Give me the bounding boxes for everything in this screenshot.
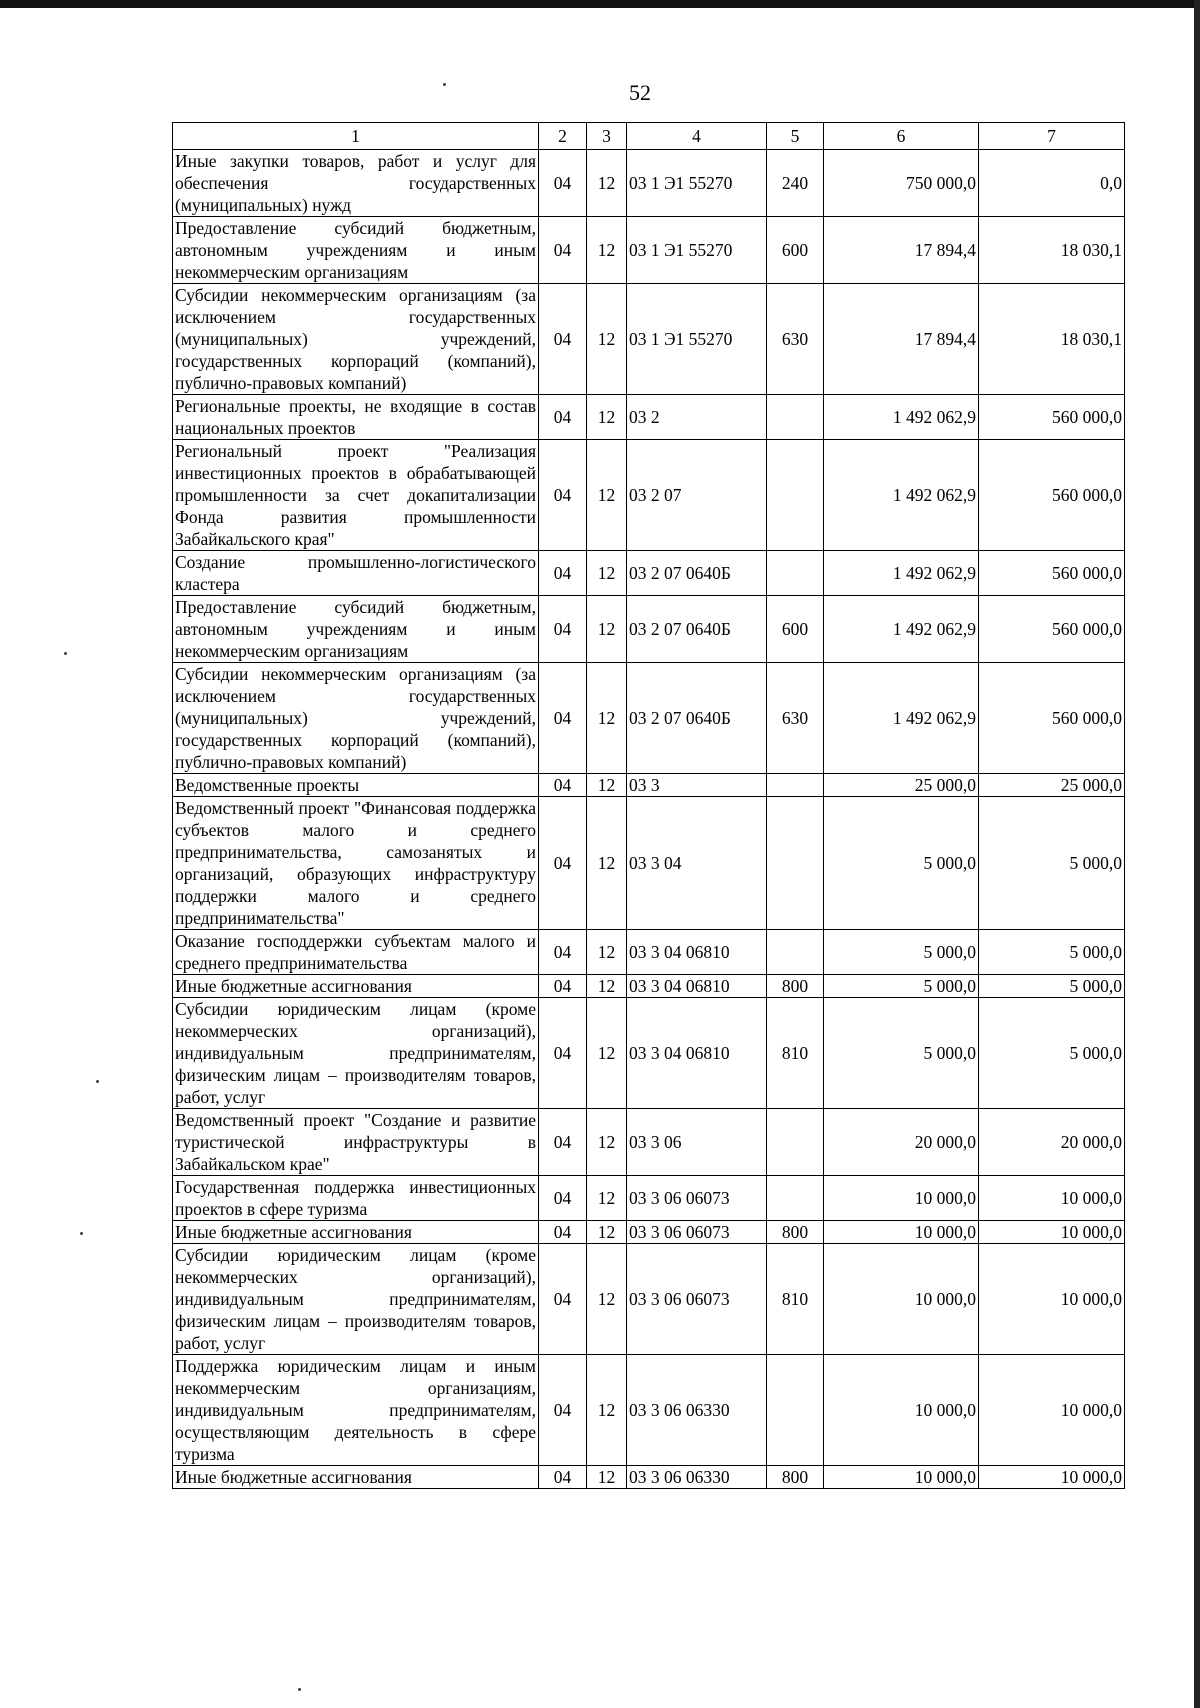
column-header: 4 (627, 123, 767, 150)
row-target-code: 03 2 07 0640Б (627, 551, 767, 596)
column-header: 5 (767, 123, 824, 150)
table-row (173, 217, 1125, 284)
row-name-cell: Поддержка юридическим лицам и иным некоммерческим организациям, индивидуальным предпринимателям, осуществляющим деятельность в сфере туризма (173, 1355, 539, 1466)
row-expense-type: 800 (767, 1466, 824, 1489)
row-section-code: 04 (539, 1355, 587, 1466)
row-amount-year1: 20 000,0 (824, 1109, 979, 1176)
table-row (173, 797, 1125, 930)
row-name-cell: Создание промышленно-логистического кластера (173, 551, 539, 596)
row-expense-type: 800 (767, 1221, 824, 1244)
scan-edge-right (1194, 0, 1200, 1708)
row-subsection-code: 12 (587, 663, 627, 774)
row-target-code: 03 3 04 06810 (627, 975, 767, 998)
row-target-code: 03 3 04 06810 (627, 998, 767, 1109)
row-target-code: 03 3 (627, 774, 767, 797)
row-expense-type (767, 797, 824, 930)
row-name-cell: Иные закупки товаров, работ и услуг для обеспечения государственных (муниципальных) нужд (173, 150, 539, 217)
row-amount-year2: 18 030,1 (979, 217, 1125, 284)
row-section-code: 04 (539, 551, 587, 596)
row-amount-year2: 560 000,0 (979, 395, 1125, 440)
row-amount-year2: 20 000,0 (979, 1109, 1125, 1176)
row-amount-year1: 1 492 062,9 (824, 551, 979, 596)
row-amount-year1: 17 894,4 (824, 284, 979, 395)
row-subsection-code: 12 (587, 217, 627, 284)
table-row (173, 1244, 1125, 1355)
page-number: 52 (629, 80, 651, 105)
table-row (173, 440, 1125, 551)
row-subsection-code: 12 (587, 596, 627, 663)
row-subsection-code: 12 (587, 551, 627, 596)
row-subsection-code: 12 (587, 797, 627, 930)
column-header: 6 (824, 123, 979, 150)
row-amount-year1: 17 894,4 (824, 217, 979, 284)
row-expense-type: 240 (767, 150, 824, 217)
row-expense-type (767, 440, 824, 551)
row-subsection-code: 12 (587, 975, 627, 998)
row-target-code: 03 3 06 (627, 1109, 767, 1176)
row-name-cell: Иные бюджетные ассигнования (173, 1466, 539, 1489)
row-amount-year2: 18 030,1 (979, 284, 1125, 395)
row-subsection-code: 12 (587, 1244, 627, 1355)
row-expense-type (767, 1109, 824, 1176)
row-target-code: 03 3 06 06073 (627, 1244, 767, 1355)
row-name-cell: Ведомственные проекты (173, 774, 539, 797)
budget-table (172, 122, 1125, 1489)
table-row (173, 150, 1125, 217)
row-section-code: 04 (539, 395, 587, 440)
row-section-code: 04 (539, 150, 587, 217)
row-section-code: 04 (539, 1244, 587, 1355)
table-row (173, 596, 1125, 663)
row-subsection-code: 12 (587, 1355, 627, 1466)
row-name-cell: Предоставление субсидий бюджетным, автономным учреждениям и иным некоммерческим организациям (173, 217, 539, 284)
table-row (173, 1176, 1125, 1221)
row-amount-year2: 10 000,0 (979, 1176, 1125, 1221)
row-subsection-code: 12 (587, 1109, 627, 1176)
row-section-code: 04 (539, 1176, 587, 1221)
row-name-cell: Государственная поддержка инвестиционных проектов в сфере туризма (173, 1176, 539, 1221)
row-name-cell: Субсидии юридическим лицам (кроме некоммерческих организаций), индивидуальным предпринимателям, физическим лицам – производителям товаров, работ, услуг (173, 998, 539, 1109)
row-expense-type (767, 395, 824, 440)
row-subsection-code: 12 (587, 1466, 627, 1489)
row-target-code: 03 1 Э1 55270 (627, 217, 767, 284)
scan-speck (80, 1232, 83, 1235)
column-header: 3 (587, 123, 627, 150)
row-subsection-code: 12 (587, 998, 627, 1109)
row-name-cell: Субсидии некоммерческим организациям (за исключением государственных (муниципальных) учреждений, государственных корпораций (компаний), публично-правовых компаний) (173, 663, 539, 774)
row-target-code: 03 2 07 0640Б (627, 663, 767, 774)
table-row (173, 1109, 1125, 1176)
row-target-code: 03 2 07 (627, 440, 767, 551)
row-section-code: 04 (539, 1466, 587, 1489)
row-expense-type: 630 (767, 663, 824, 774)
table-row (173, 930, 1125, 975)
column-header: 2 (539, 123, 587, 150)
row-amount-year1: 10 000,0 (824, 1466, 979, 1489)
scan-speck (64, 652, 67, 655)
row-section-code: 04 (539, 797, 587, 930)
row-expense-type: 800 (767, 975, 824, 998)
table-row (173, 284, 1125, 395)
row-section-code: 04 (539, 930, 587, 975)
row-name-cell: Иные бюджетные ассигнования (173, 1221, 539, 1244)
row-amount-year2: 25 000,0 (979, 774, 1125, 797)
row-amount-year1: 1 492 062,9 (824, 395, 979, 440)
row-amount-year1: 5 000,0 (824, 998, 979, 1109)
row-target-code: 03 3 06 06330 (627, 1466, 767, 1489)
row-amount-year1: 1 492 062,9 (824, 663, 979, 774)
row-target-code: 03 1 Э1 55270 (627, 150, 767, 217)
row-subsection-code: 12 (587, 1176, 627, 1221)
row-amount-year1: 10 000,0 (824, 1176, 979, 1221)
row-amount-year2: 5 000,0 (979, 998, 1125, 1109)
row-target-code: 03 3 06 06073 (627, 1221, 767, 1244)
row-amount-year2: 560 000,0 (979, 551, 1125, 596)
row-section-code: 04 (539, 663, 587, 774)
row-amount-year1: 25 000,0 (824, 774, 979, 797)
row-amount-year1: 5 000,0 (824, 930, 979, 975)
table-row (173, 1355, 1125, 1466)
row-subsection-code: 12 (587, 440, 627, 551)
row-expense-type (767, 774, 824, 797)
row-amount-year2: 560 000,0 (979, 440, 1125, 551)
row-subsection-code: 12 (587, 284, 627, 395)
row-amount-year1: 10 000,0 (824, 1221, 979, 1244)
row-amount-year2: 5 000,0 (979, 930, 1125, 975)
header-row (173, 123, 1125, 150)
scan-speck (96, 1080, 99, 1083)
row-section-code: 04 (539, 1109, 587, 1176)
table-row (173, 1221, 1125, 1244)
row-amount-year1: 10 000,0 (824, 1244, 979, 1355)
row-amount-year2: 5 000,0 (979, 797, 1125, 930)
row-expense-type (767, 930, 824, 975)
row-subsection-code: 12 (587, 150, 627, 217)
row-amount-year1: 5 000,0 (824, 797, 979, 930)
row-name-cell: Оказание господдержки субъектам малого и среднего предпринимательства (173, 930, 539, 975)
row-subsection-code: 12 (587, 930, 627, 975)
row-section-code: 04 (539, 774, 587, 797)
row-subsection-code: 12 (587, 774, 627, 797)
row-target-code: 03 2 07 0640Б (627, 596, 767, 663)
row-amount-year1: 1 492 062,9 (824, 440, 979, 551)
row-target-code: 03 3 04 (627, 797, 767, 930)
row-amount-year1: 750 000,0 (824, 150, 979, 217)
row-amount-year2: 10 000,0 (979, 1221, 1125, 1244)
row-target-code: 03 3 04 06810 (627, 930, 767, 975)
row-section-code: 04 (539, 440, 587, 551)
scan-speck (298, 1688, 301, 1691)
table-row (173, 998, 1125, 1109)
row-target-code: 03 2 (627, 395, 767, 440)
row-section-code: 04 (539, 284, 587, 395)
row-name-cell: Иные бюджетные ассигнования (173, 975, 539, 998)
row-subsection-code: 12 (587, 395, 627, 440)
row-section-code: 04 (539, 975, 587, 998)
row-expense-type: 600 (767, 217, 824, 284)
row-section-code: 04 (539, 998, 587, 1109)
row-amount-year2: 560 000,0 (979, 663, 1125, 774)
row-expense-type: 810 (767, 998, 824, 1109)
row-target-code: 03 1 Э1 55270 (627, 284, 767, 395)
row-amount-year2: 10 000,0 (979, 1466, 1125, 1489)
row-amount-year2: 560 000,0 (979, 596, 1125, 663)
table-row (173, 551, 1125, 596)
row-amount-year2: 10 000,0 (979, 1244, 1125, 1355)
row-amount-year2: 10 000,0 (979, 1355, 1125, 1466)
row-name-cell: Субсидии юридическим лицам (кроме некоммерческих организаций), индивидуальным предпринимателям, физическим лицам – производителям товаров, работ, услуг (173, 1244, 539, 1355)
row-amount-year1: 10 000,0 (824, 1355, 979, 1466)
row-section-code: 04 (539, 1221, 587, 1244)
row-amount-year1: 1 492 062,9 (824, 596, 979, 663)
table-row (173, 663, 1125, 774)
column-header: 1 (173, 123, 539, 150)
row-name-cell: Предоставление субсидий бюджетным, автономным учреждениям и иным некоммерческим организациям (173, 596, 539, 663)
row-amount-year2: 5 000,0 (979, 975, 1125, 998)
table-row (173, 1466, 1125, 1489)
row-section-code: 04 (539, 596, 587, 663)
row-expense-type: 600 (767, 596, 824, 663)
table-row (173, 975, 1125, 998)
row-section-code: 04 (539, 217, 587, 284)
row-amount-year2: 0,0 (979, 150, 1125, 217)
scan-edge-top (0, 0, 1200, 8)
row-name-cell: Ведомственный проект "Создание и развитие туристической инфраструктуры в Забайкальском крае" (173, 1109, 539, 1176)
row-target-code: 03 3 06 06073 (627, 1176, 767, 1221)
row-expense-type (767, 1355, 824, 1466)
row-name-cell: Ведомственный проект "Финансовая поддержка субъектов малого и среднего предпринимательства, самозанятых и организаций, образующих инфраструктуру поддержки малого и среднего предпринимательства" (173, 797, 539, 930)
row-target-code: 03 3 06 06330 (627, 1355, 767, 1466)
row-amount-year1: 5 000,0 (824, 975, 979, 998)
row-expense-type: 630 (767, 284, 824, 395)
row-name-cell: Региональный проект "Реализация инвестиционных проектов в обрабатывающей промышленности за счет докапитализации Фонда развития промышленности Забайкальского края" (173, 440, 539, 551)
table-row (173, 395, 1125, 440)
column-header: 7 (979, 123, 1125, 150)
row-name-cell: Региональные проекты, не входящие в состав национальных проектов (173, 395, 539, 440)
row-name-cell: Субсидии некоммерческим организациям (за исключением государственных (муниципальных) учреждений, государственных корпораций (компаний), публично-правовых компаний) (173, 284, 539, 395)
table-row (173, 774, 1125, 797)
row-subsection-code: 12 (587, 1221, 627, 1244)
row-expense-type: 810 (767, 1244, 824, 1355)
row-expense-type (767, 551, 824, 596)
row-expense-type (767, 1176, 824, 1221)
